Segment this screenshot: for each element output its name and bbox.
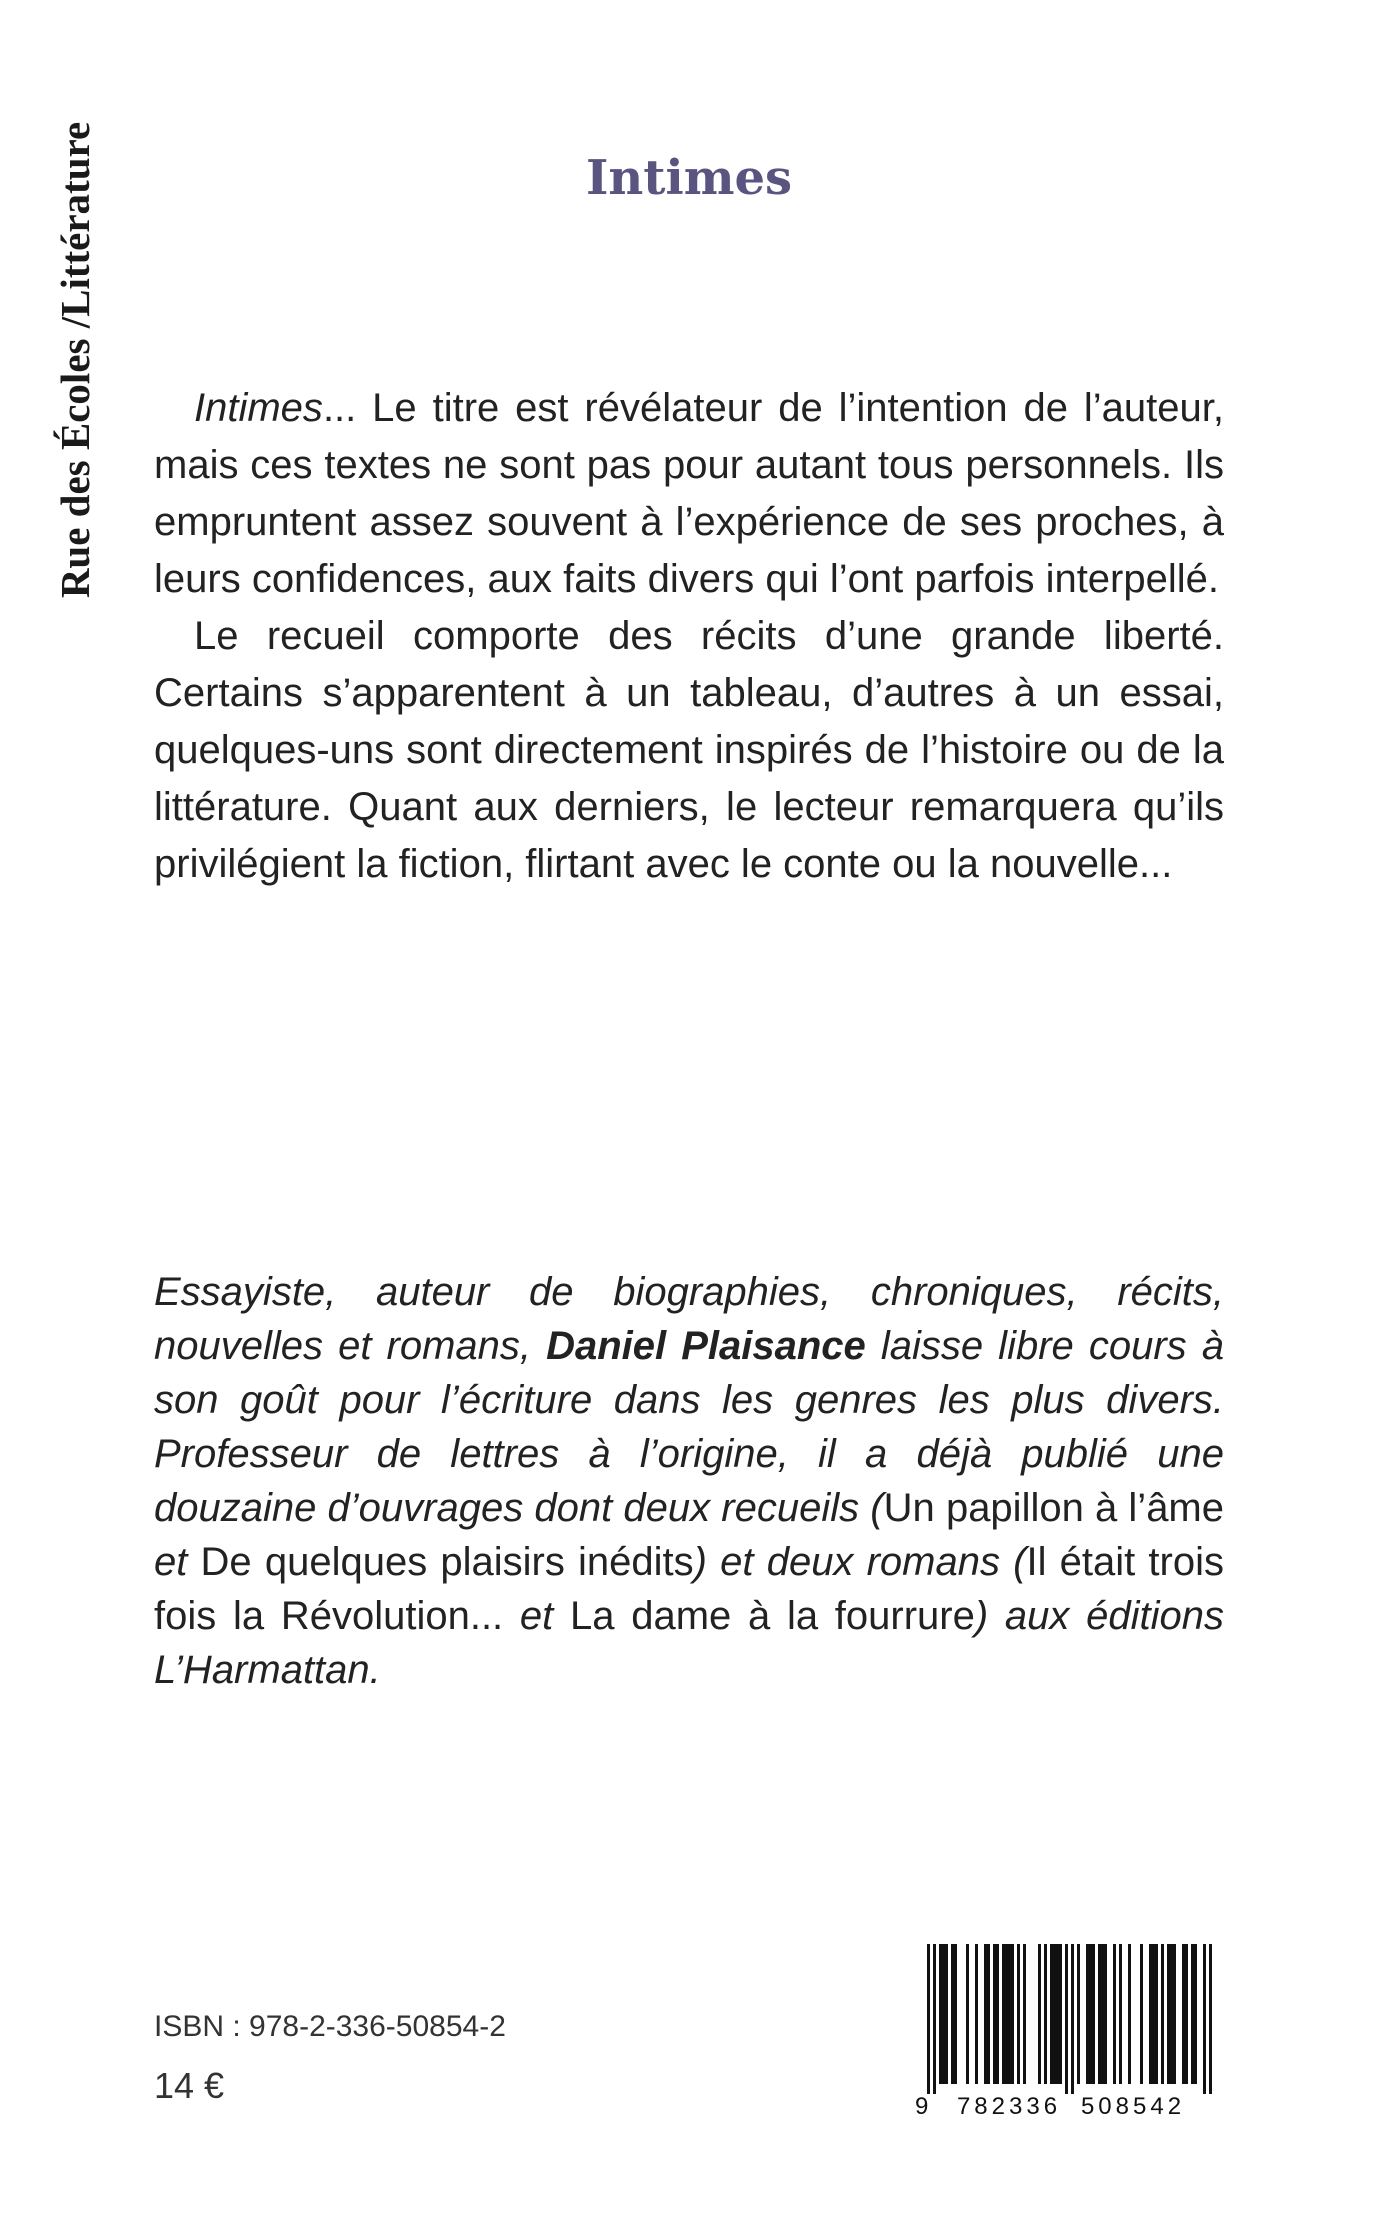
barcode-bar bbox=[996, 1944, 999, 2084]
barcode-bar bbox=[1098, 1944, 1101, 2084]
book-title: Intimes bbox=[585, 150, 793, 206]
barcode-bar bbox=[1002, 1944, 1005, 2084]
bio-segment: ) et deux romans ( bbox=[693, 1540, 1027, 1584]
barcode-bar bbox=[1077, 1944, 1080, 2084]
price: 14 € bbox=[154, 2065, 225, 2106]
barcode-bar bbox=[1050, 1944, 1053, 2084]
barcode-bar bbox=[1089, 1944, 1092, 2084]
bio-segment: et bbox=[503, 1594, 570, 1638]
barcode-bar bbox=[1128, 1944, 1131, 2084]
barcode-bar bbox=[927, 1944, 930, 2094]
barcode-bar bbox=[1101, 1944, 1104, 2084]
barcode-bar bbox=[933, 1944, 936, 2094]
barcode-bar bbox=[945, 1944, 948, 2084]
barcode-bar bbox=[1023, 1944, 1026, 2084]
barcode-bar bbox=[987, 1944, 990, 2084]
barcode-bar bbox=[1008, 1944, 1011, 2084]
barcode-bar bbox=[1152, 1944, 1155, 2084]
barcode-bar bbox=[1191, 1944, 1194, 2084]
barcode-bar bbox=[1170, 1944, 1173, 2084]
book-title-ref: De quelques plaisirs inédits bbox=[200, 1540, 694, 1584]
barcode-bar bbox=[951, 1944, 954, 2084]
barcode-bar bbox=[1167, 1944, 1170, 2084]
barcode-right-digits: 508542 bbox=[1080, 2093, 1186, 2120]
barcode-bar bbox=[1038, 1944, 1041, 2084]
barcode-bar bbox=[1161, 1944, 1164, 2084]
bio-segment: ) aux éditions L’Harmattan. bbox=[154, 1594, 1224, 1692]
author-name: Daniel Plaisance bbox=[546, 1324, 866, 1368]
barcode-bar bbox=[1086, 1944, 1089, 2084]
barcode-bar bbox=[1044, 1944, 1047, 2084]
barcode-bar bbox=[1065, 1944, 1068, 2094]
blurb-text-1: ... Le titre est révélateur de l’intention de l’auteur, mais ces textes ne sont pas pour autant tous personnels. Ils empruntent assez souvent à l’expérience de ses proches, à leurs confidences, aux faits divers qui l’ont parfois interpellé. bbox=[154, 386, 1224, 601]
barcode-bar bbox=[1140, 1944, 1143, 2084]
barcode-bar bbox=[1209, 1944, 1212, 2094]
barcode-bar bbox=[1017, 1944, 1020, 2084]
barcode-bar bbox=[1056, 1944, 1059, 2084]
barcode-bar bbox=[1011, 1944, 1014, 2084]
bio-segment: laisse libre cours à son goût pour l’écriture dans les genres les plus divers. Professeur de lettres à l’origine, il a déjà publié une douzaine d’ouvrages dont deux recueils ( bbox=[154, 1324, 1224, 1530]
isbn: ISBN : 978-2-336-50854-2 bbox=[154, 2010, 506, 2043]
blurb bbox=[154, 380, 1224, 893]
author-bio-paragraph bbox=[154, 1265, 1224, 1697]
blurb-paragraph-2: Le recueil comporte des récits d’une grande liberté. Certains s’apparentent à un tableau, d’autres à un essai, quelques-uns sont directement inspirés de l’histoire ou de la littérature. Quant aux derniers, le lecteur remarquera qu’ils privilégient la fiction, flirtant avec le conte ou la nouvelle... bbox=[154, 614, 1224, 886]
barcode-bars bbox=[927, 1944, 1212, 2094]
blurb-title-ref: Intimes bbox=[194, 386, 323, 430]
barcode-bar bbox=[1173, 1944, 1176, 2084]
barcode-bar bbox=[1059, 1944, 1062, 2084]
book-title-ref: Un papillon à l’âme bbox=[883, 1486, 1224, 1530]
barcode-bar bbox=[1119, 1944, 1122, 2084]
series-name: Rue des Écoles /Littérature bbox=[52, 121, 99, 599]
barcode-bar bbox=[939, 1944, 942, 2084]
barcode-bar bbox=[1104, 1944, 1107, 2084]
barcode-bar bbox=[993, 1944, 996, 2084]
blurb-paragraph-1 bbox=[154, 380, 1224, 608]
book-title-ref: Il était trois fois la Révolution... bbox=[154, 1540, 1225, 1638]
barcode-bar bbox=[1005, 1944, 1008, 2084]
barcode-bar bbox=[1194, 1944, 1197, 2084]
barcode-bar bbox=[942, 1944, 945, 2084]
barcode-first-digit: 9 bbox=[915, 2093, 929, 2120]
barcode-bar bbox=[984, 1944, 987, 2084]
barcode-bar bbox=[975, 1944, 978, 2084]
author-bio bbox=[154, 1265, 1224, 1697]
barcode-bar bbox=[1092, 1944, 1095, 2084]
barcode-bar bbox=[1053, 1944, 1056, 2084]
barcode-bar bbox=[954, 1944, 957, 2084]
book-title-ref: La dame à la fourrure bbox=[569, 1594, 975, 1638]
barcode-bar bbox=[1113, 1944, 1116, 2084]
barcode-bar bbox=[1182, 1944, 1185, 2084]
barcode-bar bbox=[1185, 1944, 1188, 2084]
barcode-bar bbox=[1149, 1944, 1152, 2084]
barcode-bar bbox=[1071, 1944, 1074, 2094]
barcode-left-digits: 782336 bbox=[956, 2093, 1062, 2120]
barcode-bar bbox=[1155, 1944, 1158, 2084]
barcode-bar bbox=[966, 1944, 969, 2084]
barcode bbox=[905, 1940, 1230, 2120]
barcode-bar bbox=[1203, 1944, 1206, 2094]
bio-segment: et bbox=[154, 1540, 201, 1584]
bio-segment: Essayiste, auteur de biographies, chroniques, récits, nouvelles et romans, bbox=[154, 1270, 1224, 1368]
spine-label bbox=[10, 95, 140, 625]
